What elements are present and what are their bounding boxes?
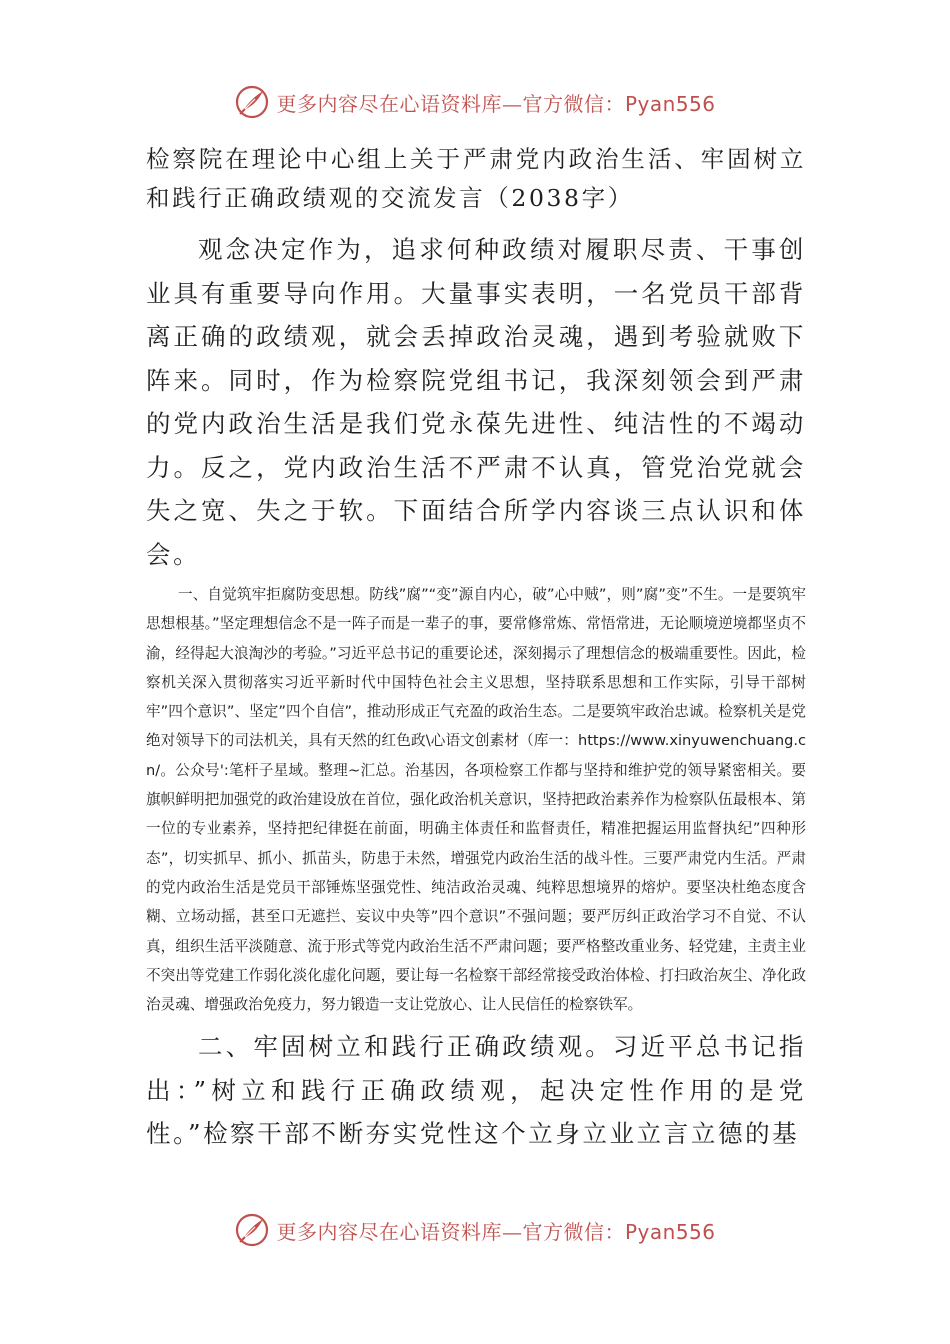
footer-banner	[0, 1210, 950, 1250]
banner-text: 更多内容尽在心语资料库—官方微信：Pyan556	[276, 91, 716, 116]
quill-pen-icon	[234, 1212, 270, 1248]
section-two-paragraph: 二、牢固树立和践行正确政绩观。习近平总书记指出：”树立和践行正确政绩观，起决定性作用的是党性。”检察干部不断夯实党性这个立身立业立言立德的基	[146, 1032, 806, 1149]
document-body	[146, 140, 806, 1156]
quill-pen-icon	[234, 84, 270, 120]
document-title: 检察院在理论中心组上关于严肃党内政治生活、牢固树立和践行正确政绩观的交流发言（2038字）	[146, 145, 806, 212]
section-one-paragraph: 一、自觉筑牢拒腐防变思想。防线”腐”“变”源自内心，破”心中贼”，则”腐”变”不生。一是要筑牢思想根基。”坚定理想信念不是一阵子而是一辈子的事，要常修常炼、常悟常进，无论顺境逆境都坚贞不渝，经得起大浪淘沙的考验。”习近平总书记的重要论述，深刻揭示了理想信念的极端重要性。因此，检察机关深入贯彻落实习近平新时代中国特色社会主义思想，坚持联系思想和工作实际，引导干部树牢”四个意识”、坚定”四个自信”，推动形成正气充盈的政治生态。二是要筑牢政治忠诚。检察机关是党绝对领导下的司法机关，具有天然的红色政\心语文创素材（库一：https://www.xinyuwenchuang.cn/。公众号':笔杆子星域。整理~汇总。治基因，各项检察工作都与坚持和维护党的领导紧密相关。要旗帜鲜明把加强党的政治建设放在首位，强化政治机关意识，坚持把政治素养作为检察队伍最根本、第一位的专业素养，坚持把纪律挺在前面，明确主体责任和监督责任，精准把握运用监督执纪”四种形态”，切实抓早、抓小、抓苗头，防患于未然，增强党内政治生活的战斗性。三要严肃党内生活。严肃的党内政治生活是党员干部锤炼坚强党性、纯洁政治灵魂、纯粹思想境界的熔炉。要坚决杜绝态度含糊、立场动摇，甚至口无遮拦、妄议中央等”四个意识”不强问题；要严厉纠正政治学习不自觉、不认真，组织生活平淡随意、流于形式等党内政治生活不严肃问题；要严格整改重业务、轻党建，主责主业不突出等党建工作弱化淡化虚化问题，要让每一名检察干部经常接受政治体检、打扫政治灰尘、净化政治灵魂、增强政治免疫力，努力锻造一支让党放心、让人民信任的检察铁军。	[146, 586, 806, 1014]
intro-paragraph: 观念决定作为，追求何种政绩对履职尽责、干事创业具有重要导向作用。大量事实表明，一名党员干部背离正确的政绩观，就会丢掉政治灵魂，遇到考验就败下阵来。同时，作为检察院党组书记，我深刻领会到严肃的党内政治生活是我们党永葆先进性、纯洁性的不竭动力。反之，党内政治生活不严肃不认真，管党治党就会失之宽、失之于软。下面结合所学内容谈三点认识和体会。	[146, 235, 806, 569]
header-banner	[0, 82, 950, 122]
banner-text: 更多内容尽在心语资料库—官方微信：Pyan556	[276, 1219, 716, 1244]
